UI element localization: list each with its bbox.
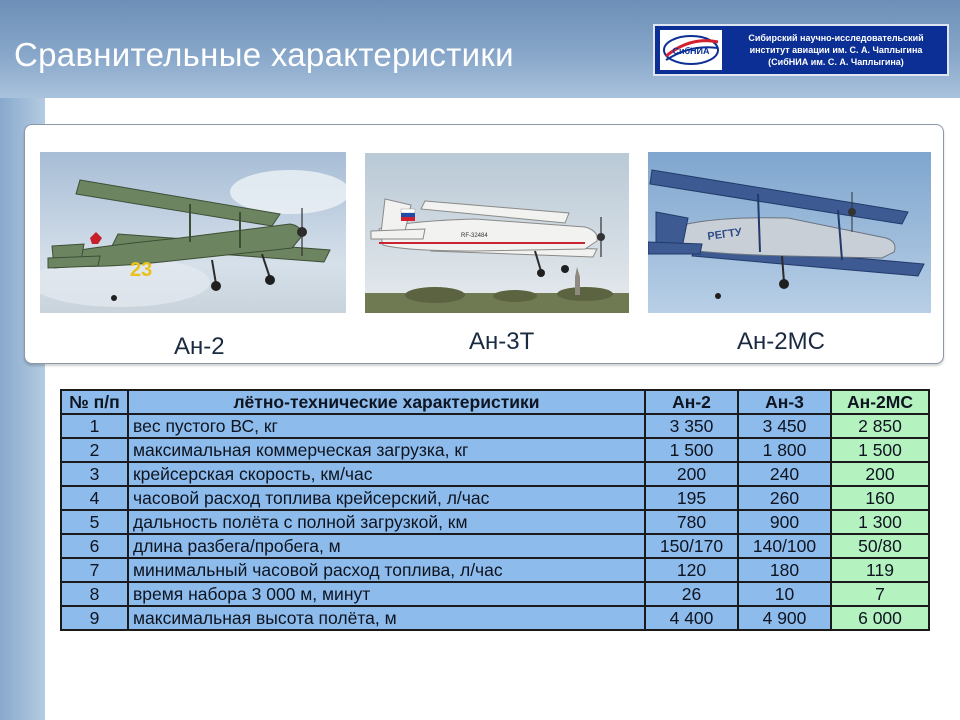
row-number: 4 bbox=[61, 486, 128, 510]
table-row bbox=[61, 414, 929, 438]
specs-comparison-table bbox=[60, 389, 930, 631]
table-row bbox=[61, 582, 929, 606]
header-number: № п/п bbox=[61, 390, 128, 414]
row-number: 7 bbox=[61, 558, 128, 582]
table-row bbox=[61, 438, 929, 462]
logo-caption bbox=[727, 32, 945, 68]
row-label: длина разбега/пробега, м bbox=[128, 534, 645, 558]
sibnia-logo bbox=[653, 24, 949, 76]
value-an-2: 1 500 bbox=[645, 438, 738, 462]
value-an-3: 900 bbox=[738, 510, 831, 534]
row-number: 5 bbox=[61, 510, 128, 534]
an-3t-registration: RF-32484 bbox=[461, 233, 488, 239]
photo-an-2 bbox=[40, 152, 346, 313]
logo-line: (СибНИА им. С. А. Чаплыгина) bbox=[768, 57, 904, 67]
value-an-2: 3 350 bbox=[645, 414, 738, 438]
an-3t-airplane-image bbox=[365, 153, 629, 313]
header-an-3: Ан-3 bbox=[738, 390, 831, 414]
value-an-3: 180 bbox=[738, 558, 831, 582]
an-2-airplane-image bbox=[40, 152, 346, 313]
table-row bbox=[61, 534, 929, 558]
header-an-2: Ан-2 bbox=[645, 390, 738, 414]
value-an-3: 260 bbox=[738, 486, 831, 510]
value-an-2ms: 200 bbox=[831, 462, 929, 486]
value-an-2ms: 160 bbox=[831, 486, 929, 510]
row-label: время набора 3 000 м, минут bbox=[128, 582, 645, 606]
value-an-3: 3 450 bbox=[738, 414, 831, 438]
an-2-tail-number: 23 bbox=[130, 259, 153, 281]
row-label: вес пустого ВС, кг bbox=[128, 414, 645, 438]
row-number: 8 bbox=[61, 582, 128, 606]
value-an-2ms: 50/80 bbox=[831, 534, 929, 558]
page-title: Сравнительные характеристики bbox=[14, 36, 514, 73]
emblem-text: СибНИА bbox=[672, 46, 710, 56]
caption-an-3t: Ан-3Т bbox=[469, 328, 535, 355]
sibnia-emblem-icon bbox=[660, 30, 722, 70]
row-number: 2 bbox=[61, 438, 128, 462]
logo-line: институт авиации им. С. А. Чаплыгина bbox=[749, 45, 923, 55]
header-banner bbox=[0, 0, 960, 98]
value-an-2: 780 bbox=[645, 510, 738, 534]
value-an-3: 240 bbox=[738, 462, 831, 486]
value-an-2: 120 bbox=[645, 558, 738, 582]
row-number: 9 bbox=[61, 606, 128, 630]
value-an-3: 4 900 bbox=[738, 606, 831, 630]
value-an-3: 10 bbox=[738, 582, 831, 606]
row-label: дальность полёта с полной загрузкой, км bbox=[128, 510, 645, 534]
value-an-2ms: 6 000 bbox=[831, 606, 929, 630]
table-header-row bbox=[61, 390, 929, 414]
row-number: 6 bbox=[61, 534, 128, 558]
table-row bbox=[61, 462, 929, 486]
caption-an-2: Ан-2 bbox=[174, 333, 225, 360]
value-an-2ms: 119 bbox=[831, 558, 929, 582]
value-an-3: 1 800 bbox=[738, 438, 831, 462]
row-label: максимальная высота полёта, м bbox=[128, 606, 645, 630]
logo-line: Сибирский научно-исследовательский bbox=[748, 33, 924, 43]
row-number: 3 bbox=[61, 462, 128, 486]
row-label: минимальный часовой расход топлива, л/час bbox=[128, 558, 645, 582]
caption-an-2ms: Ан-2МС bbox=[737, 328, 825, 355]
header-characteristics: лётно-технические характеристики bbox=[128, 390, 645, 414]
row-label: крейсерская скорость, км/час bbox=[128, 462, 645, 486]
table-row bbox=[61, 606, 929, 630]
table-row bbox=[61, 486, 929, 510]
table-row bbox=[61, 558, 929, 582]
an-2ms-airplane-image bbox=[648, 152, 931, 313]
value-an-2: 4 400 bbox=[645, 606, 738, 630]
value-an-2: 26 bbox=[645, 582, 738, 606]
value-an-3: 140/100 bbox=[738, 534, 831, 558]
an-2ms-registration: РЕГТУ bbox=[706, 226, 743, 243]
value-an-2: 150/170 bbox=[645, 534, 738, 558]
row-label: максимальная коммерческая загрузка, кг bbox=[128, 438, 645, 462]
table-body bbox=[61, 414, 929, 630]
value-an-2: 200 bbox=[645, 462, 738, 486]
table-row bbox=[61, 510, 929, 534]
value-an-2ms: 1 300 bbox=[831, 510, 929, 534]
photo-an-2ms bbox=[648, 152, 931, 313]
value-an-2ms: 2 850 bbox=[831, 414, 929, 438]
value-an-2ms: 7 bbox=[831, 582, 929, 606]
header-an-2ms: Ан-2МС bbox=[831, 390, 929, 414]
value-an-2ms: 1 500 bbox=[831, 438, 929, 462]
photo-an-3t bbox=[365, 153, 629, 313]
row-label: часовой расход топлива крейсерский, л/час bbox=[128, 486, 645, 510]
value-an-2: 195 bbox=[645, 486, 738, 510]
row-number: 1 bbox=[61, 414, 128, 438]
